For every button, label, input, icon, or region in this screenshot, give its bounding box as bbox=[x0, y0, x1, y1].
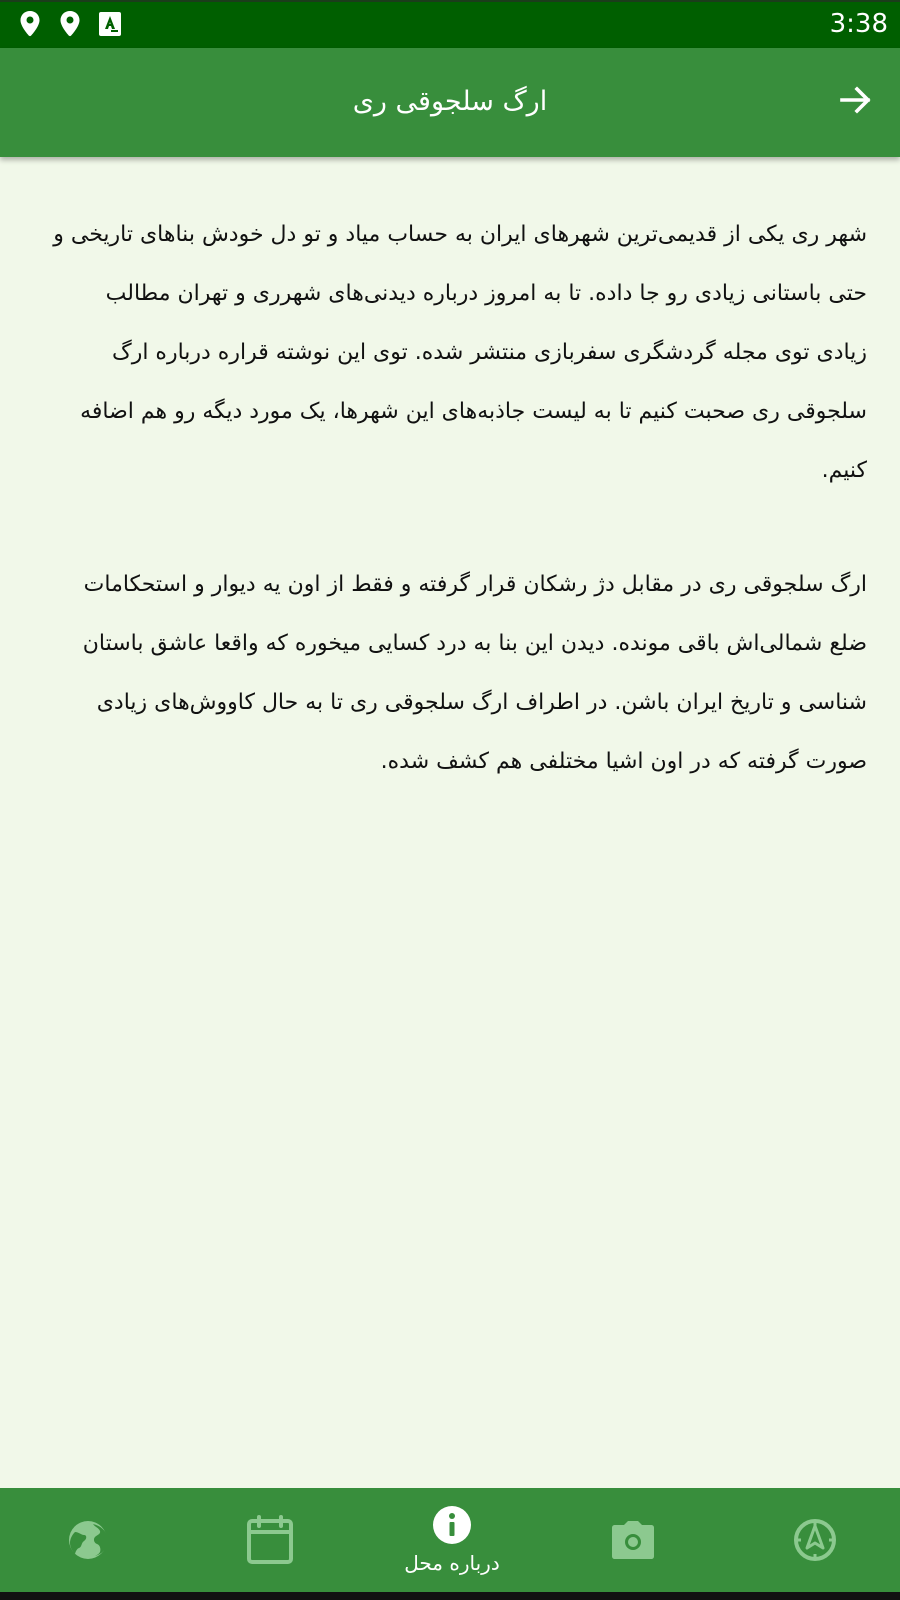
page-title: ارگ سلجوقی ری bbox=[352, 86, 548, 117]
article-paragraph: شهر ری یکی از قدیمی‌ترین شهرهای ایران به حساب میاد و تو دل خودش بناهای تاریخی و حتی باستانی زیادی رو جا داده. تا به امروز درباره دیدنی‌های شهرری و تهران مطالب زیادی توی مجله گردشگری سفربازی منتشر شده. توی این نوشته قراره درباره ارگ سلجوقی ری صحبت کنیم تا به لیست جاذبه‌های این شهرها، یک مورد دیگه رو هم اضافه کنیم. bbox=[53, 222, 867, 483]
camera-icon bbox=[610, 1520, 656, 1560]
nav-label-about-place: درباره محل bbox=[404, 1551, 500, 1575]
keyboard-language-icon bbox=[98, 11, 122, 37]
status-icons bbox=[18, 10, 122, 38]
bottom-navigation bbox=[0, 1488, 900, 1592]
compass-icon bbox=[791, 1516, 839, 1564]
back-button[interactable] bbox=[834, 80, 878, 124]
article-content bbox=[50, 205, 867, 791]
calendar-icon bbox=[246, 1515, 294, 1565]
location-pin-icon bbox=[18, 10, 42, 38]
nav-item-about-place[interactable] bbox=[392, 1488, 512, 1592]
system-navigation-strip bbox=[0, 1592, 900, 1600]
nav-item-camera[interactable] bbox=[573, 1488, 693, 1592]
status-bar bbox=[0, 0, 900, 48]
status-time: 3:38 bbox=[829, 9, 888, 39]
nav-item-compass[interactable] bbox=[755, 1488, 875, 1592]
info-icon bbox=[431, 1504, 473, 1546]
arrow-right-icon bbox=[839, 83, 873, 121]
app-bar bbox=[0, 48, 900, 157]
status-top-line bbox=[0, 0, 900, 2]
location-pin-icon bbox=[58, 10, 82, 38]
globe-icon bbox=[67, 1519, 109, 1561]
article-paragraph: ارگ سلجوقی ری در مقابل دژ رشکان قرار گرفته و فقط از اون یه دیوار و استحکامات ضلع شمالی‌اش باقی مونده. دیدن این بنا به درد کسایی میخوره که واقعا عاشق باستان شناسی و تاریخ ایران باشن. در اطراف ارگ سلجوقی ری تا به حال کاووش‌های زیادی صورت گرفته که در اون اشیا مختلفی هم کشف شده. bbox=[82, 572, 867, 774]
nav-item-globe[interactable] bbox=[28, 1488, 148, 1592]
nav-item-calendar[interactable] bbox=[210, 1488, 330, 1592]
